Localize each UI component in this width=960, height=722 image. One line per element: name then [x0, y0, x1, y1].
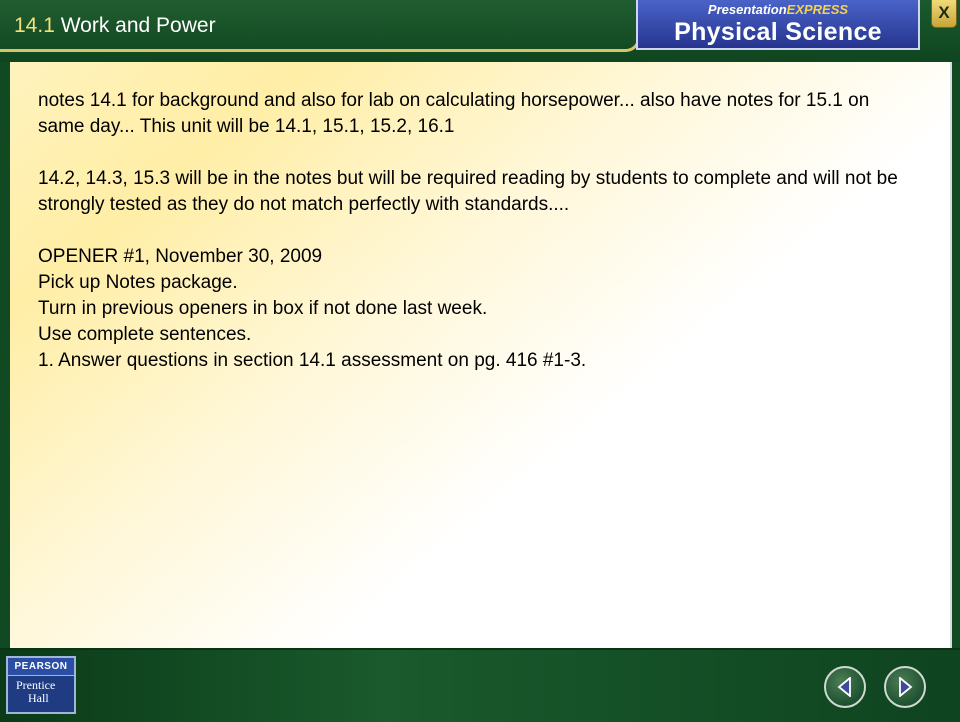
- left-triangle-icon: [835, 677, 855, 697]
- opener-question: 1. Answer questions in section 14.1 assessment on pg. 416 #1-3.: [38, 350, 587, 371]
- opener-title: OPENER #1, November 30, 2009: [38, 246, 323, 267]
- right-triangle-icon: [895, 677, 915, 697]
- frame-left: [0, 62, 10, 652]
- paragraph-reading: 14.2, 14.3, 15.3 will be in the notes but will be required reading by students to complete and will not be strongly tested as they do not match perfectly with standards....: [38, 168, 898, 215]
- footer-bar: [0, 648, 960, 722]
- prentice-label: Prentice: [16, 678, 56, 692]
- brand-title: Physical Science: [674, 18, 882, 46]
- pearson-label: PEARSON: [8, 658, 74, 676]
- hall-label: Hall: [28, 691, 49, 705]
- opener-line: Turn in previous openers in box if not done last week.: [38, 298, 488, 319]
- pearson-prentice-hall-logo: [6, 656, 76, 714]
- opener-line: Pick up Notes package.: [38, 272, 238, 293]
- section-name: Work and Power: [60, 14, 216, 37]
- slide-body: [38, 88, 918, 374]
- presentation-express-logo: [636, 0, 920, 50]
- opener-line: Use complete sentences.: [38, 324, 252, 345]
- previous-slide-button[interactable]: [824, 666, 866, 708]
- close-button[interactable]: X: [931, 0, 957, 28]
- section-title: [0, 0, 640, 52]
- brand-accent: EXPRESS: [786, 2, 849, 17]
- paragraph-notes: notes 14.1 for background and also for lab on calculating horsepower... also have notes for 15.1 on same day... This unit will be 14.1, 15.1, 15.2, 16.1: [38, 90, 870, 137]
- brand-prefix: Presentation: [707, 2, 787, 17]
- next-slide-button[interactable]: [884, 666, 926, 708]
- section-number: 14.1: [14, 14, 55, 37]
